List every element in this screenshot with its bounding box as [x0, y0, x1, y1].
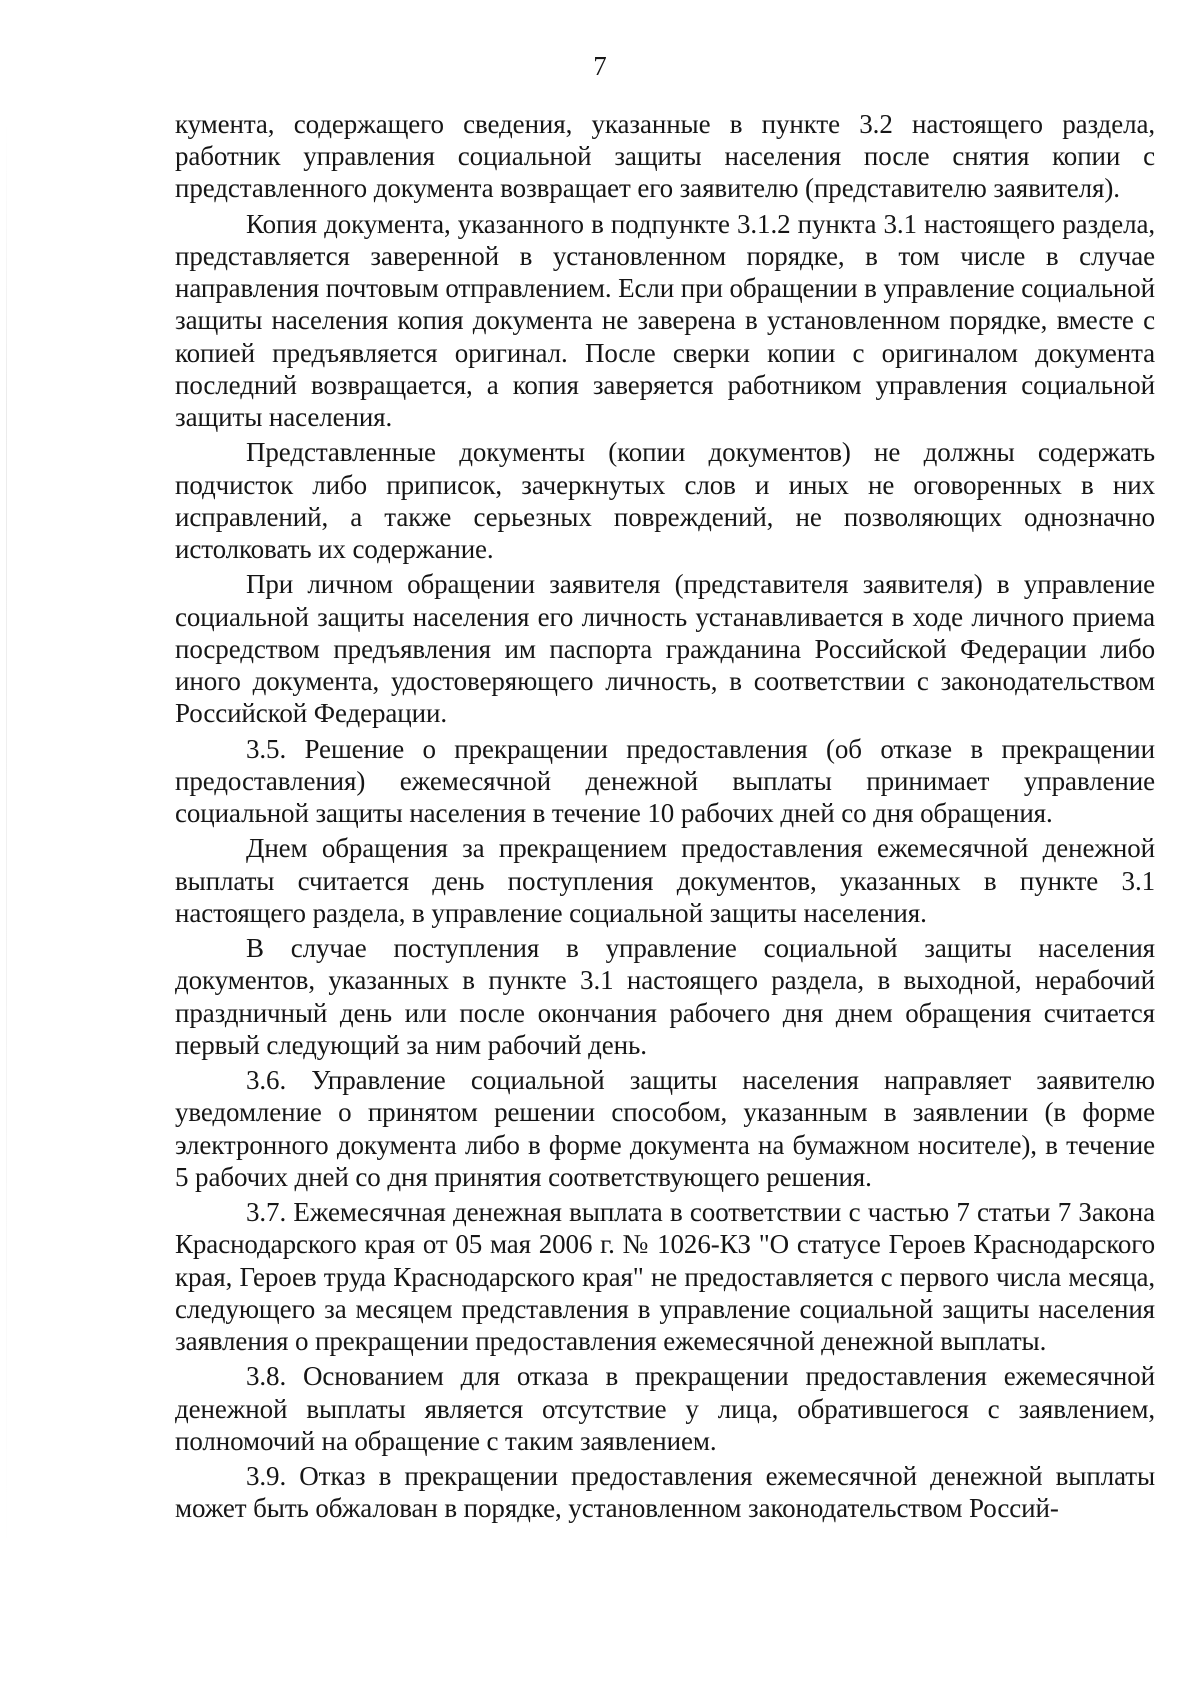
paragraph-11: 3.9. Отказ в прекращении предоставления ежемесячной денежной выплаты может быть обжалован в порядке, установленном законодательством Россий- — [175, 1461, 1155, 1524]
paragraph-3: Представленные документы (копии документов) не должны содержать подчисток либо приписок, зачеркнутых слов и иных не оговоренных в них исправлений, а также серьезных повреждений, не позволяющих однозначно истолковать их содержание. — [175, 437, 1155, 565]
paragraph-10: 3.8. Основанием для отказа в прекращении предоставления ежемесячной денежной выплаты является отсутствие у лица, обратившегося с заявлением, полномочий на обращение с таким заявлением. — [175, 1361, 1155, 1456]
paragraph-8: 3.6. Управление социальной защиты населения направляет заявителю уведомление о принятом решении способом, указанным в заявлении (в форме электронного документа либо в форме документа на бумажном носителе), в течение 5 рабочих дней со дня принятия соответствующего решения. — [175, 1065, 1155, 1192]
paragraph-2: Копия документа, указанного в подпункте 3.1.2 пункта 3.1 настоящего раздела, представляется заверенной в установленном порядке, в том числе в случае направления почтовым отправлением. Если при обращении в управление социальной защиты населения копия документа не заверена в установленном порядке, вместе с копией предъявляется оригинал. После сверки копии с оригиналом документа последний возвращается, а копия заверяется работником управления социальной защиты населения. — [175, 208, 1156, 433]
paragraph-6: Днем обращения за прекращением предоставления ежемесячной денежной выплаты считается день поступления документов, указанных в пункте 3.1 настоящего раздела, в управление социальной защиты населения. — [175, 833, 1155, 928]
page-number: 7 — [593, 51, 607, 81]
paragraph-7: В случае поступления в управление социальной защиты населения документов, указанных в пункте 3.1 настоящего раздела, в выходной, нерабочий праздничный день или после окончания рабочего дня днем обращения считается первый следующий за ним рабочий день. — [175, 933, 1155, 1060]
paragraph-9: 3.7. Ежемесячная денежная выплата в соответствии с частью 7 статьи 7 Закона Краснодарского края от 05 мая 2006 г. № 1026-КЗ "О статусе Героев Краснодарского края, Героев труда Краснодарского края" не предоставляется с первого числа месяца, следующего за месяцем представления в управление социальной защиты населения заявления о прекращении предоставления ежемесячной денежной выплаты. — [175, 1197, 1155, 1357]
paragraph-1: кумента, содержащего сведения, указанные в пункте 3.2 настоящего раздела, работник управления социальной защиты населения после снятия копии с представленного документа возвращает его заявителю (представителю заявителя). — [175, 109, 1155, 204]
paragraph-5: 3.5. Решение о прекращении предоставления (об отказе в прекращении предоставления) ежемесячной денежной выплаты принимает управление социальной защиты населения в течение 10 рабочих дней со дня обращения. — [175, 733, 1155, 829]
paragraph-4: При личном обращении заявителя (представителя заявителя) в управление социальной защиты населения его личность устанавливается в ходе личного приема посредством предъявления им паспорта гражданина Российской Федерации либо иного документа, удостоверяющего личность, в соответствии с законодательством Российской Федерации. — [175, 569, 1155, 729]
scan-edge — [6, 120, 7, 1560]
document-body — [175, 108, 1155, 1528]
